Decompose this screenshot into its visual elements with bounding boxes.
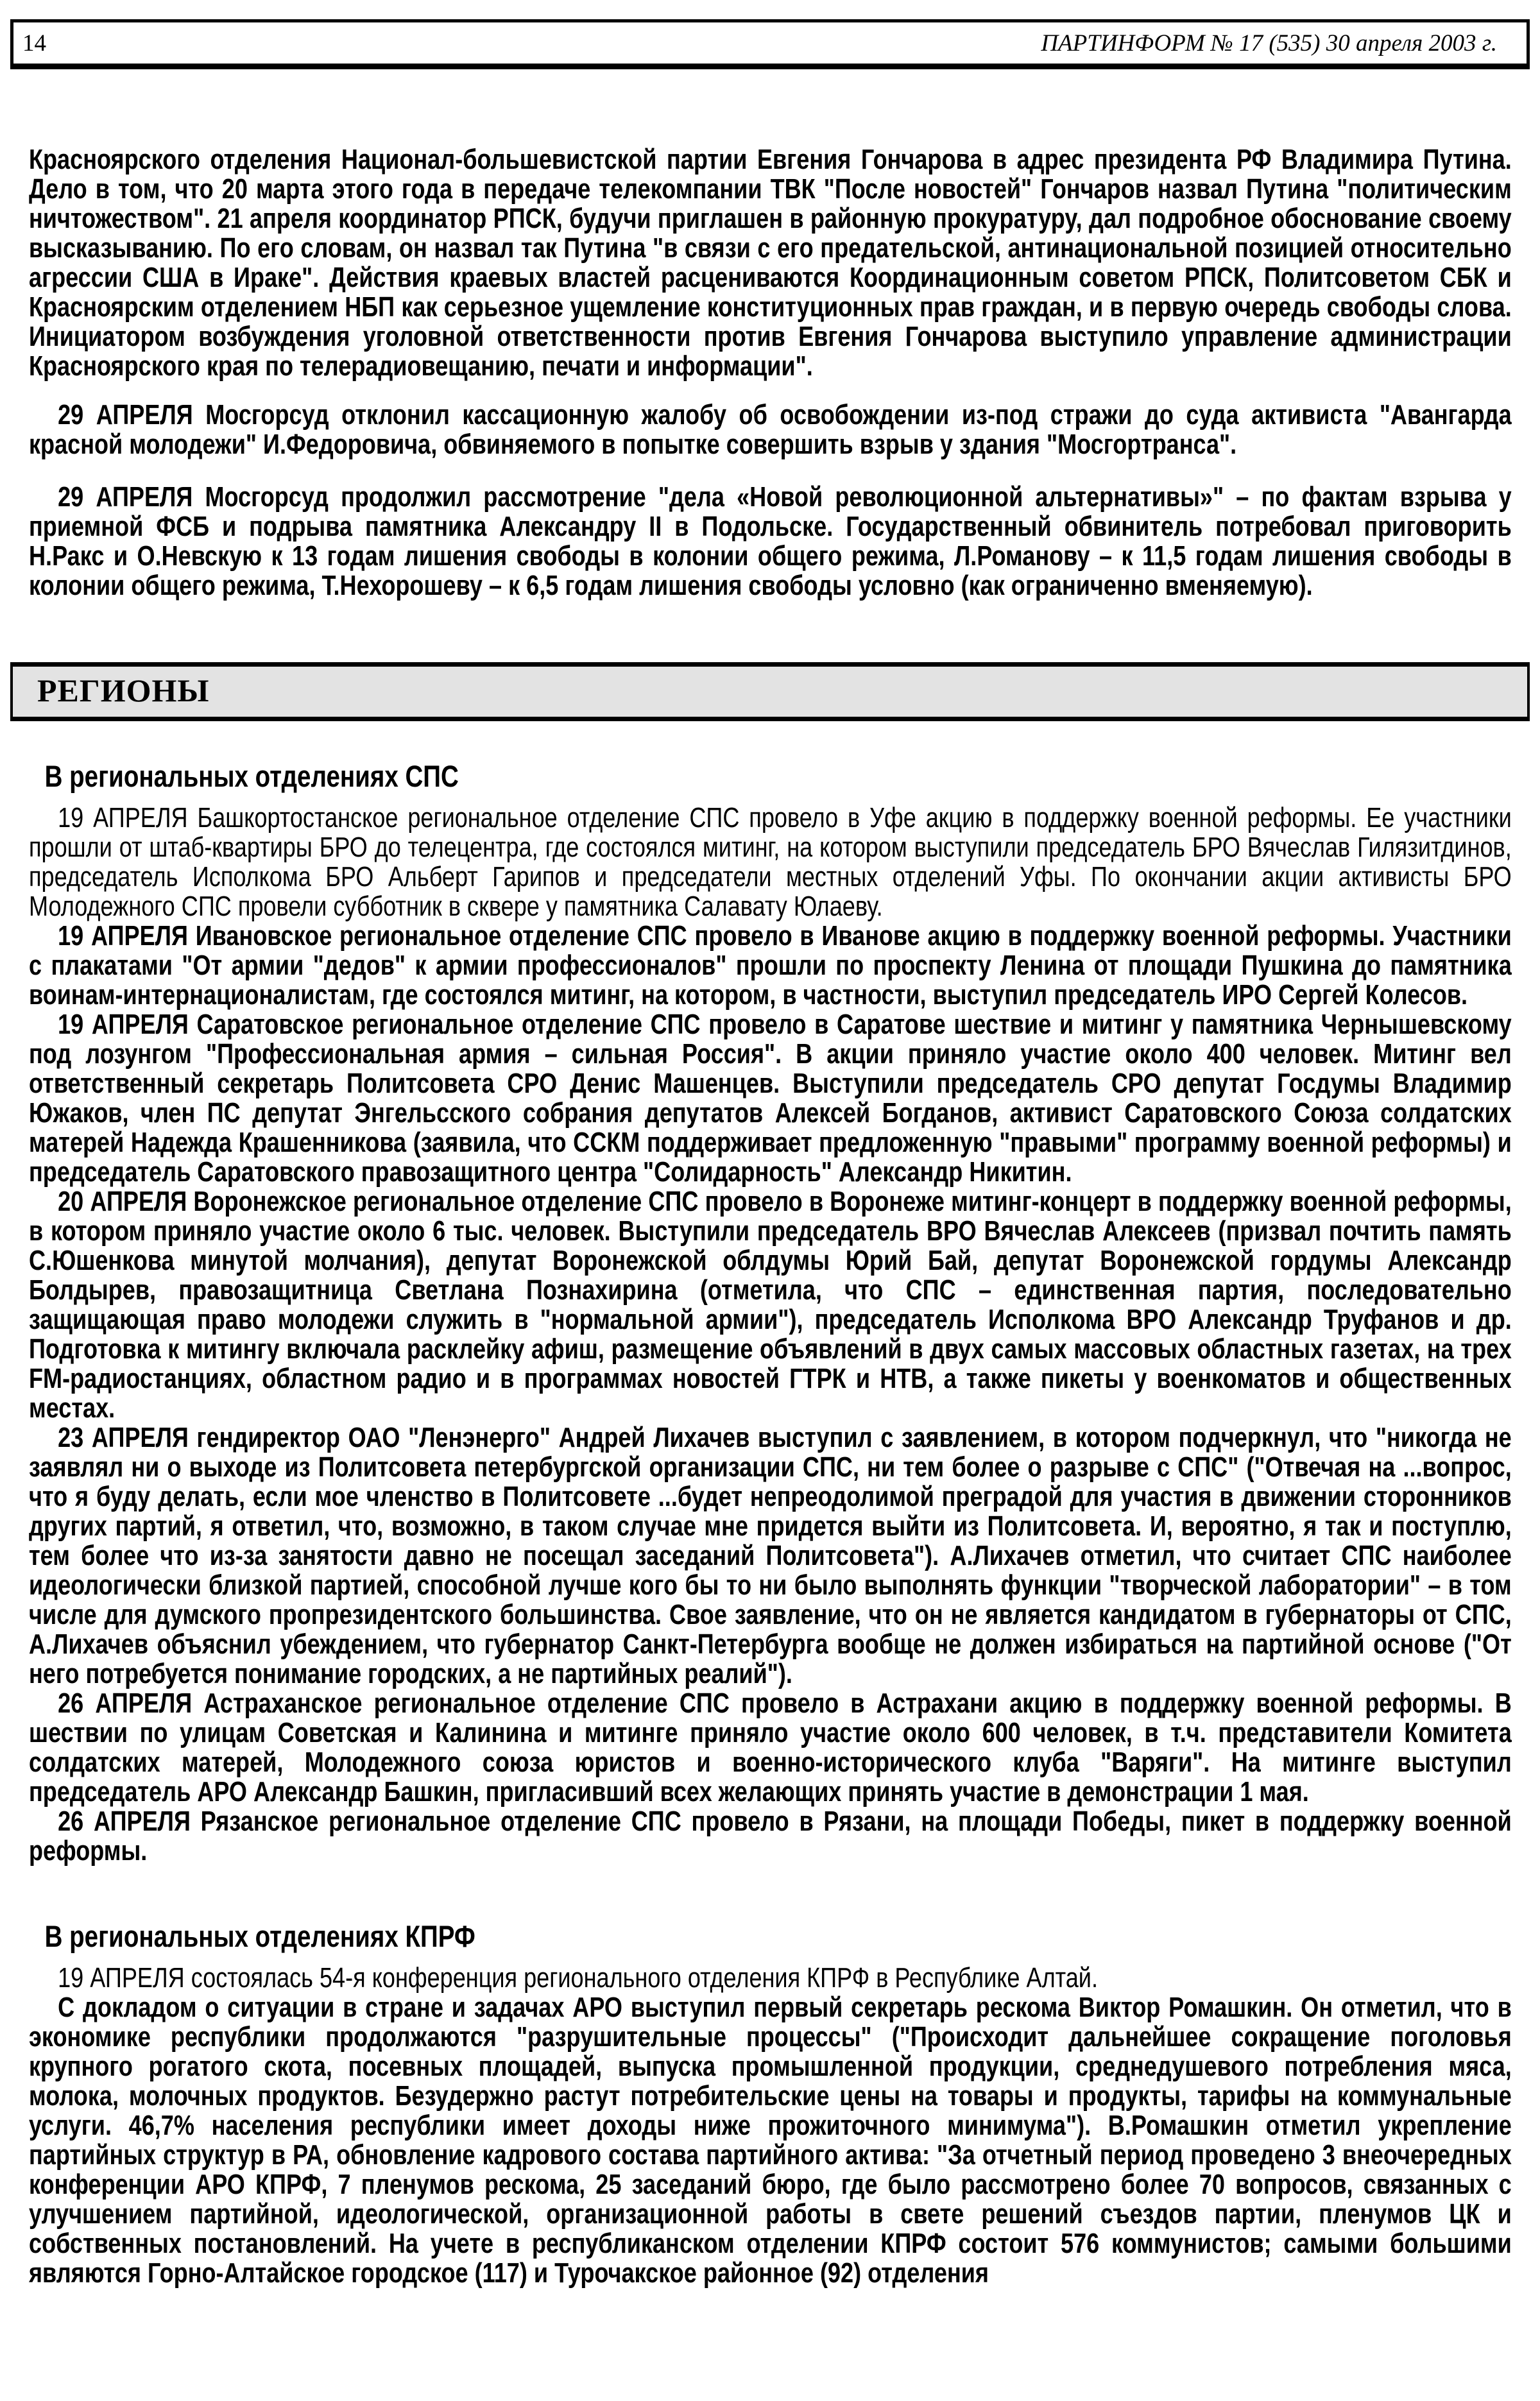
news-paragraph: 23 АПРЕЛЯ гендиректор ОАО "Ленэнерго" Андрей Лихачев выступил с заявлением, в котором подчеркнул, что "никогда не заявлял ни о выходе из Политсовета петербургской организации СПС, ни тем более о разрыве с СПС" ("Отвечая на ...вопрос, что я буду делать, если мое членство в Политсовете ...будет непреодолимой преградой для участия в движении сторонников других партий, я ответил, что, возможно, в таком случае мне придется выйти из Политсовета. И, вероятно, я так и поступлю, тем более что из-за занятости давно не посещал заседаний Политсовета"). А.Лихачев отметил, что считает СПС наиболее идеологически близкой партией, способной лучше кого бы то ни было выполнять функции "творческой лаборатории" – в том числе для думского пропрезидентского большинства. Свое заявление, что он не является кандидатом в губернаторы от СПС, А.Лихачев объяснил убеждением, что губернатор Санкт-Петербурга вообще не должен избираться на партийной основе ("От него потребуется понимание городских, а не партийных реалий"). <box>29 1422 1512 1689</box>
news-paragraph: 26 АПРЕЛЯ Рязанское региональное отделение СПС провело в Рязани, на площади Победы, пикет в поддержку военной реформы. <box>29 1806 1512 1867</box>
page-header <box>10 19 1530 69</box>
regions-text-block <box>29 760 1512 2288</box>
news-paragraph: 26 АПРЕЛЯ Астраханское региональное отделение СПС провело в Астрахани акцию в поддержку военной реформы. В шествии по улицам Советская и Калинина и митинге приняло участие около 600 человек, в т.ч. представители Комитета солдатских матерей, Молодежного союза юристов и военно-исторического клуба "Варяги". На митинге выступил председатель АРО Александр Башкин, пригласивший всех желающих принять участие в демонстрации 1 мая. <box>29 1688 1512 1807</box>
news-paragraph: С докладом о ситуации в стране и задачах АРО выступил первый секретарь рескома Виктор Ромашкин. Он отметил, что в экономике республики продолжаются "разрушительные процессы" ("Происходит дальнейшее сокращение поголовья крупного рогатого скота, посевных площадей, выпуска промышленной продукции, среднедушевого потребления мяса, молока, молочных продуктов. Безудержно растут потребительские цены на товары и продукты, тарифы на коммунальные услуги. 46,7% населения республики имеет доходы ниже прожиточного минимума"). В.Ромашкин отметил укрепление партийных структур в РА, обновление кадрового состава партийного актива: "За отчетный период проведено 3 внеочередных конференции АРО КПРФ, 7 пленумов рескома, 25 заседаний бюро, где было рассмотрено более 70 вопросов, связанных с улучшением партийной, идеологической, организационной работы в свете решений съездов партии, пленумов ЦК и собственных постановлений. На учете в республиканском отделении КПРФ состоит 576 коммунистов; самыми большими являются Горно-Алтайское городское (117) и Турочакское районное (92) отделения <box>29 1992 1512 2289</box>
news-paragraph: 19 АПРЕЛЯ Башкортостанское региональное отделение СПС провело в Уфе акцию в поддержку военной реформы. Ее участники прошли от штаб-квартиры БРО до телецентра, где состоялся митинг, на котором выступили председатель БРО Вячеслав Гилязитдинов, председатель Исполкома БРО Альберт Гарипов и председатели местных отделений Уфы. По окончании акции активисты БРО Молодежного СПС провели субботник в сквере у памятника Салавату Юлаеву. <box>29 802 1512 922</box>
news-paragraph: 19 АПРЕЛЯ состоялась 54-я конференция регионального отделения КПРФ в Республике Алтай. <box>58 1962 1098 1994</box>
news-paragraph: 19 АПРЕЛЯ Саратовское региональное отделение СПС провело в Саратове шествие и митинг у памятника Чернышевскому под лозунгом "Профессиональная армия – сильная Россия". В акции приняло участие около 400 человек. Митинг вел ответственный секретарь Политсовета СРО Денис Машенцев. Выступили председатель СРО депутат Госдумы Владимир Южаков, член ПС депутат Энгельсского собрания депутатов Алексей Богданов, активист Саратовского Союза солдатских матерей Надежда Крашенникова (заявила, что ССКМ поддерживает предложенную "правыми" программу военной реформы) и председатель Саратовского правозащитного центра "Солидарность" Александр Никитин. <box>29 1009 1512 1188</box>
issue-title: ПАРТИНФОРМ № 17 (535) 30 апреля 2003 г. <box>1041 30 1497 56</box>
page-number: 14 <box>22 30 46 56</box>
intro-text-block <box>29 145 1512 601</box>
regions-section <box>29 760 1511 2288</box>
sps-heading: В региональных отделениях СПС <box>44 759 459 793</box>
newsletter-page <box>0 19 1540 2288</box>
intro-paragraph: 29 АПРЕЛЯ Мосгорсуд отклонил кассационную жалобу об освобождении из-под стражи до суда активиста "Авангарда красной молодежи" И.Федоровича, обвиняемого в попытке совершить взрыв у здания "Мосгортранса". <box>29 399 1512 460</box>
section-bar-regiony <box>10 662 1530 721</box>
news-paragraph: 19 АПРЕЛЯ Ивановское региональное отделение СПС провело в Иванове акцию в поддержку военной реформы. Участники с плакатами "От армии "дедов" к армии профессионалов" прошли по проспекту Ленина от площади Пушкина до памятника воинам-интернационалистам, где состоялся митинг, на котором, в частности, выступил председатель ИРО Сергей Колесов. <box>29 920 1512 1011</box>
news-paragraph: 20 АПРЕЛЯ Воронежское региональное отделение СПС провело в Воронеже митинг-концерт в поддержку военной реформы, в котором приняло участие около 6 тыс. человек. Выступили председатель ВРО Вячеслав Алексеев (призвал почтить память С.Юшенкова минутой молчания), депутат Воронежской облдумы Юрий Бай, депутат Воронежской гордумы Александр Болдырев, правозащитница Светлана Познахирина (отметила, что СПС – единственная партия, последовательно защищающая право молодежи служить в "нормальной армии"), председатель Исполкома ВРО Александр Труфанов и др. Подготовка к митингу включала расклейку афиш, размещение объявлений в двух самых массовых областных газетах, на трех FM-радиостанциях, областном радио и в программах новостей ГТРК и НТВ, а также пикеты у военкоматов и общественных местах. <box>29 1186 1512 1424</box>
intro-paragraph: 29 АПРЕЛЯ Мосгорсуд продолжил рассмотрение "дела «Новой революционной альтернативы»" – по фактам взрыва у приемной ФСБ и подрыва памятника Александру II в Подольске. Государственный обвинитель потребовал приговорить Н.Ракс и О.Невскую к 13 годам лишения свободы в колонии общего режима, Л.Романову – к 11,5 годам лишения свободы в колонии общего режима, Т.Нехорошеву – к 6,5 годам лишения свободы условно (как ограниченно вменяемую). <box>29 481 1512 601</box>
kprf-heading: В региональных отделениях КПРФ <box>44 1919 475 1953</box>
intro-paragraph: Красноярского отделения Национал-большевистской партии Евгения Гончарова в адрес президента РФ Владимира Путина. Дело в том, что 20 марта этого года в передаче телекомпании ТВК "После новостей" Гончаров назвал Путина "политическим ничтожеством". 21 апреля координатор РПСК, будучи приглашен в районную прокуратуру, дал подробное обоснование своему высказыванию. По его словам, он назвал так Путина "в связи с его предательской, антинациональной позицией относительно агрессии США в Ираке". Действия краевых властей расцениваются Координационным советом РПСК, Политсоветом СБК и Красноярским отделением НБП как серьезное ущемление конституционных прав граждан, и в первую очередь свободы слова. Инициатором возбуждения уголовной ответственности против Евгения Гончарова выступило управление администрации Красноярского края по телерадиовещанию, печати и информации". <box>29 144 1512 382</box>
section-title: РЕГИОНЫ <box>37 672 210 708</box>
intro-section <box>29 145 1511 601</box>
